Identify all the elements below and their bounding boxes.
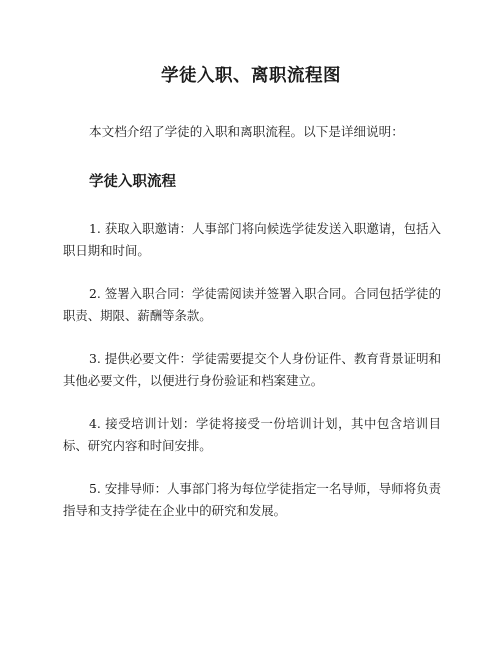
step-item: 4. 接受培训计划：学徒将接受一份培训计划，其中包含培训目标、研究内容和时间安排。 [63, 416, 441, 453]
step-item: 5. 安排导师：人事部门将为每位学徒指定一名导师，导师将负责指导和支持学徒在企业中的研究和发展。 [63, 481, 441, 518]
step-item: 3. 提供必要文件：学徒需要提交个人身份证件、教育背景证明和其他必要文件，以便进行身份验证和档案建立。 [63, 351, 441, 388]
step-item: 2. 签署入职合同：学徒需阅读并签署入职合同。合同包括学徒的职责、期限、薪酬等条款。 [63, 286, 441, 323]
intro-paragraph: 本文档介绍了学徒的入职和离职流程。以下是详细说明： [89, 124, 404, 139]
document-title: 学徒入职、离职流程图 [161, 66, 341, 86]
step-item: 1. 获取入职邀请：人事部门将向候选学徒发送入职邀请，包括入职日期和时间。 [63, 221, 441, 258]
step-list [63, 218, 441, 543]
section-heading: 学徒入职流程 [89, 174, 176, 190]
